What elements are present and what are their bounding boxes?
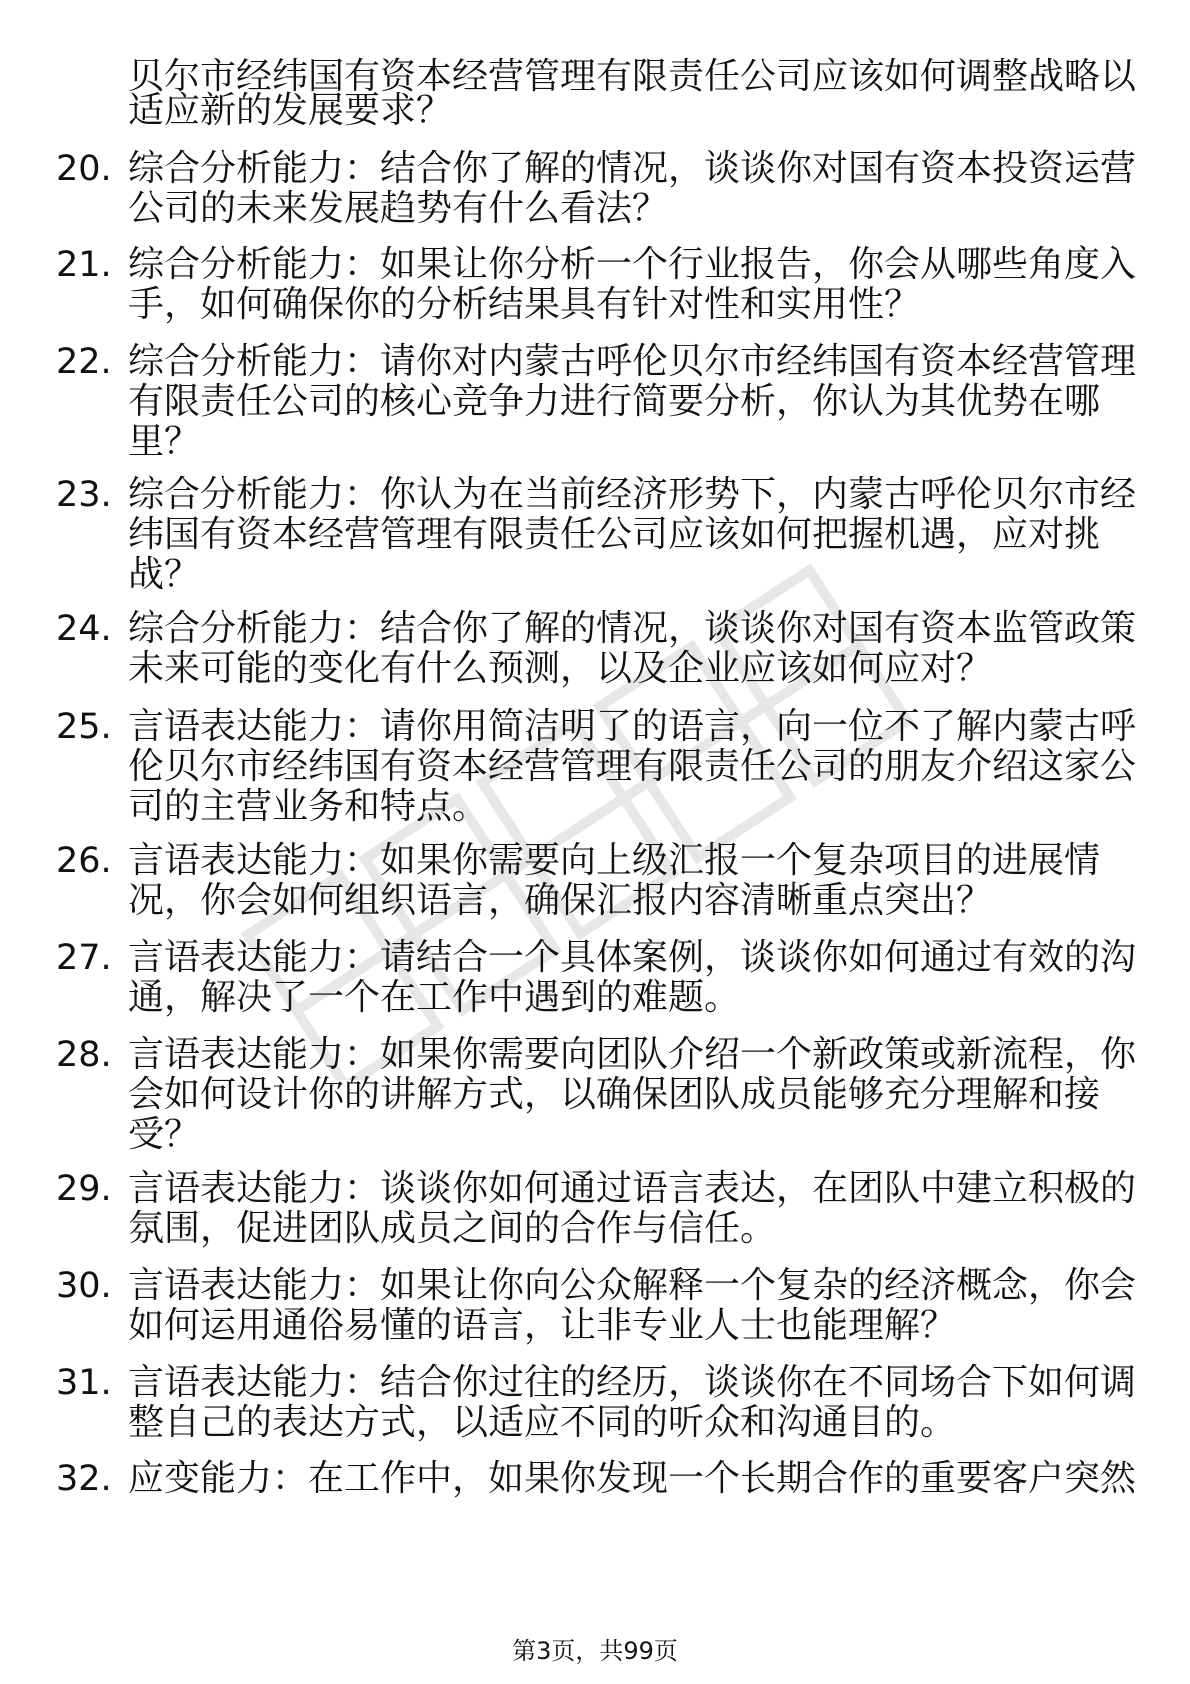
question-line: 况，你会如何组织语言，确保汇报内容清晰重点突出？ [128, 880, 993, 921]
question-number: 24. [56, 609, 112, 649]
question-line: 司的主营业务和特点。 [128, 786, 489, 827]
continuation-line: 贝尔市经纬国有资本经营管理有限责任公司应该如何调整战略以 [128, 56, 1137, 97]
question-line: 会如何设计你的讲解方式，以确保团队成员能够充分理解和接 [128, 1074, 1101, 1115]
question-line: 言语表达能力：如果你需要向上级汇报一个复杂项目的进展情 [128, 840, 1101, 881]
question-line: 言语表达能力：结合你过往的经历，谈谈你在不同场合下如何调 [128, 1362, 1137, 1403]
question-number: 23. [56, 475, 112, 515]
question-line: 综合分析能力：结合你了解的情况，谈谈你对国有资本监管政策 [128, 608, 1137, 649]
question-number: 25. [56, 707, 112, 747]
question-number: 26. [56, 841, 112, 881]
question-line: 言语表达能力：请你用简洁明了的语言，向一位不了解内蒙古呼 [128, 706, 1137, 747]
question-line: 言语表达能力：请结合一个具体案例，谈谈你如何通过有效的沟 [128, 937, 1137, 978]
question-number: 22. [56, 342, 112, 382]
question-line: 伦贝尔市经纬国有资本经营管理有限责任公司的朋友介绍这家公 [128, 746, 1137, 787]
question-line: 里？ [128, 421, 201, 462]
question-number: 31. [56, 1363, 112, 1403]
page-footer: 第3页，共99页 [512, 1637, 678, 1665]
question-number: 32. [56, 1459, 112, 1499]
question-number: 29. [56, 1169, 112, 1209]
question-line: 通，解决了一个在工作中遇到的难题。 [128, 977, 741, 1018]
question-line: 有限责任公司的核心竞争力进行简要分析，你认为其优势在哪 [128, 381, 1101, 422]
question-line: 手，如何确保你的分析结果具有针对性和实用性？ [128, 284, 921, 325]
question-line: 纬国有资本经营管理有限责任公司应该如何把握机遇，应对挑 [128, 514, 1101, 555]
continuation-line: 适应新的发展要求？ [128, 90, 453, 131]
question-line: 言语表达能力：如果让你向公众解释一个复杂的经济概念，你会 [128, 1265, 1137, 1306]
question-line: 综合分析能力：你认为在当前经济形势下，内蒙古呼伦贝尔市经 [128, 474, 1137, 515]
question-line: 受？ [128, 1114, 201, 1155]
question-line: 应变能力：在工作中，如果你发现一个长期合作的重要客户突然 [128, 1458, 1137, 1499]
question-line: 氛围，促进团队成员之间的合作与信任。 [128, 1208, 777, 1249]
question-number: 21. [56, 245, 112, 285]
question-line: 言语表达能力：如果你需要向团队介绍一个新政策或新流程，你 [128, 1034, 1137, 1075]
question-line: 如何运用通俗易懂的语言，让非专业人士也能理解？ [128, 1305, 957, 1346]
question-line: 未来可能的变化有什么预测，以及企业应该如何应对？ [128, 648, 993, 689]
question-line: 战？ [128, 554, 201, 595]
question-line: 综合分析能力：如果让你分析一个行业报告，你会从哪些角度入 [128, 244, 1137, 285]
question-line: 整自己的表达方式，以适应不同的听众和沟通目的。 [128, 1402, 957, 1443]
question-line: 言语表达能力：谈谈你如何通过语言表达，在团队中建立积极的 [128, 1168, 1137, 1209]
question-number: 30. [56, 1266, 112, 1306]
question-line: 综合分析能力：请你对内蒙古呼伦贝尔市经纬国有资本经营管理 [128, 341, 1137, 382]
question-line: 综合分析能力：结合你了解的情况，谈谈你对国有资本投资运营 [128, 148, 1137, 189]
question-number: 20. [56, 149, 112, 189]
question-number: 27. [56, 938, 112, 978]
question-line: 公司的未来发展趋势有什么看法？ [128, 188, 669, 229]
question-number: 28. [56, 1035, 112, 1075]
